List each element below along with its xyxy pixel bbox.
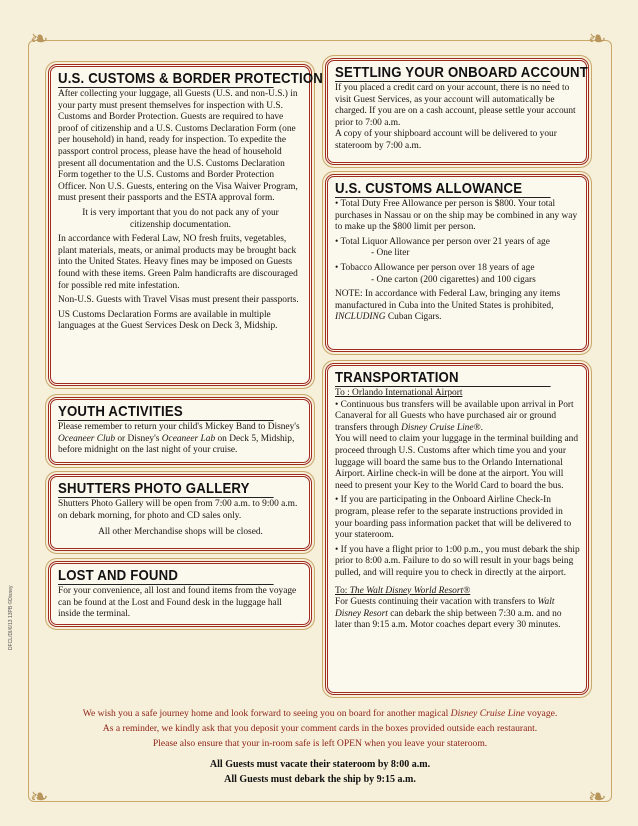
shutters-paragraph: All other Merchandise shops will be closed. <box>98 527 263 538</box>
corner-ornament-icon: ❧ <box>588 26 607 51</box>
shutters-section <box>48 474 312 551</box>
transportation-bullet: • If you are participating in the Onboard Airline Check-In program, please refer to the separate instructions provided in your boarding pass information packet that will be delivered to your stateroom. <box>335 495 572 541</box>
lost-found-section <box>48 561 312 627</box>
farewell-line: Please also ensure that your in-room safe is left OPEN when you leave your stateroom. <box>152 738 488 749</box>
lost-found-title: LOST AND FOUND <box>58 567 274 585</box>
transportation-bullet: • Continuous bus transfers will be available upon arrival in Port Canaveral for all Guests who have purchased air or ground transfers through Disney Cruise Line®. <box>335 399 574 433</box>
account-section <box>325 58 589 165</box>
shutters-paragraph: Shutters Photo Gallery will be open from 7:00 a.m. to 9:00 a.m. on debark morning, for photo and CD sales only. <box>58 499 298 521</box>
customs-paragraph: US Customs Declaration Forms are available in multiple languages at the Guest Services Desk on Deck 3, Midship. <box>58 309 278 332</box>
corner-ornament-icon: ❧ <box>30 784 49 809</box>
account-title: SETTLING YOUR ONBOARD ACCOUNT <box>335 64 588 81</box>
shutters-title: SHUTTERS PHOTO GALLERY <box>58 480 274 498</box>
vacate-deadline: All Guests must vacate their stateroom by 8:00 a.m. <box>209 759 431 770</box>
youth-paragraph: Please remember to return your child's Mickey Band to Disney's Oceaneer Club or Disney's Oceaneer Lab on Deck 5, Midship, before midnight on the last night of your cruise. <box>58 422 300 456</box>
customs-title: U.S. CUSTOMS & BORDER PROTECTION <box>58 70 324 87</box>
customs-paragraph: It is very important that you do not pack any of your citizenship documentation. <box>82 207 279 230</box>
corner-ornament-icon: ❧ <box>588 784 607 809</box>
account-paragraph: If you placed a credit card on your account, there is no need to visit Guest Services, as your account will automatically be charged. If you are on a cash account, please settle your account prior to 7:00 a.m. <box>335 83 576 128</box>
allowance-sub: - One liter <box>371 248 410 259</box>
allowance-bullet: • Total Liquor Allowance per person over 21 years of age <box>335 236 550 247</box>
allowance-note: NOTE: In accordance with Federal Law, bringing any items manufactured in Cuba into the United States is prohibited, INCLUDING Cuban Cigars. <box>335 289 561 323</box>
debark-deadline: All Guests must debark the ship by 9:15 a.m. <box>224 774 416 785</box>
transportation-paragraph: For Guests continuing their vacation with transfers to Walt Disney Resort can debark the ship between 7:30 a.m. and no later than 9:15 a.m. Motor coaches depart every 30 minutes. <box>335 597 562 631</box>
print-code: DFCL/DI/6/13 13PB ©Disney <box>8 585 14 650</box>
allowance-bullet: • Tobacco Allowance per person over 18 years of age <box>335 262 535 273</box>
farewell-line: We wish you a safe journey home and look forward to seeing you on board for another magical Disney Cruise Line voyage. <box>82 708 558 719</box>
transportation-title: TRANSPORTATION <box>335 369 551 387</box>
transportation-section <box>325 363 589 695</box>
customs-section <box>48 64 324 386</box>
farewell-message <box>50 706 590 751</box>
allowance-bullet: • Total Duty Free Allowance per person is $800. Your total purchases in Nassau or on the ship may be combined in any way to make up the $800 limit per person. <box>335 199 578 233</box>
transportation-bullet: • If you have a flight prior to 1:00 p.m., you must debark the ship prior to 8:00 a.m. Failure to do so will result in your bags being pulled, and will require you to check in directly at the airport. <box>335 544 580 578</box>
transportation-destination: To: The Walt Disney World Resort® <box>335 585 471 596</box>
youth-section <box>48 397 312 465</box>
corner-ornament-icon: ❧ <box>30 26 49 51</box>
youth-title: YOUTH ACTIVITIES <box>58 403 274 421</box>
allowance-section <box>325 174 589 352</box>
lost-found-paragraph: For your convenience, all lost and found items from the voyage can be found at the Lost and Found desk in the luggage hall inside the terminal. <box>58 586 297 620</box>
allowance-title: U.S. CUSTOMS ALLOWANCE <box>335 180 551 198</box>
customs-paragraph: In accordance with Federal Law, NO fresh fruits, vegetables, plant materials, meats, or animal products may be brought back into the United States. Heavy fines may be imposed on Guests found with these items. Green Palm handicrafts are discouraged for possible red mite infestation. <box>58 234 298 291</box>
customs-paragraph: Non-U.S. Guests with Travel Visas must present their passports. <box>58 295 299 306</box>
transportation-paragraph: You will need to claim your luggage in the terminal building and proceed through U.S. Customs after which time you and your luggage will board the same bus to the Orlando International Airport. Airline check-in will be done at the airport. You will need to present your Key to the World Card to board the bus. <box>335 434 579 491</box>
allowance-sub: - One carton (200 cigarettes) and 100 cigars <box>371 274 536 285</box>
transportation-destination: To : Orlando International Airport <box>335 388 463 398</box>
farewell-line: As a reminder, we kindly ask that you deposit your comment cards in the boxes provided outside each restaurant. <box>102 723 538 734</box>
debark-deadlines <box>50 757 590 787</box>
customs-paragraph: After collecting your luggage, all Guests (U.S. and non-U.S.) in your party must present themselves for inspection with U.S. Customs and Border Protection. Guests are required to have proof of citizenship and a U.S. Customs Declaration Form (one per household) in hand, ready for inspection. To expedite the passport control process, please have the head of household present all documentation and the U.S. Customs Declaration Form together to the U.S. Customs and Border Protection Officer. Non U.S. Guests, entering on the Visa Waiver Program, must present their passports and the ESTA approval form. <box>58 89 298 204</box>
account-paragraph: A copy of your shipboard account will be delivered to your stateroom by 7:00 a.m. <box>335 129 557 151</box>
